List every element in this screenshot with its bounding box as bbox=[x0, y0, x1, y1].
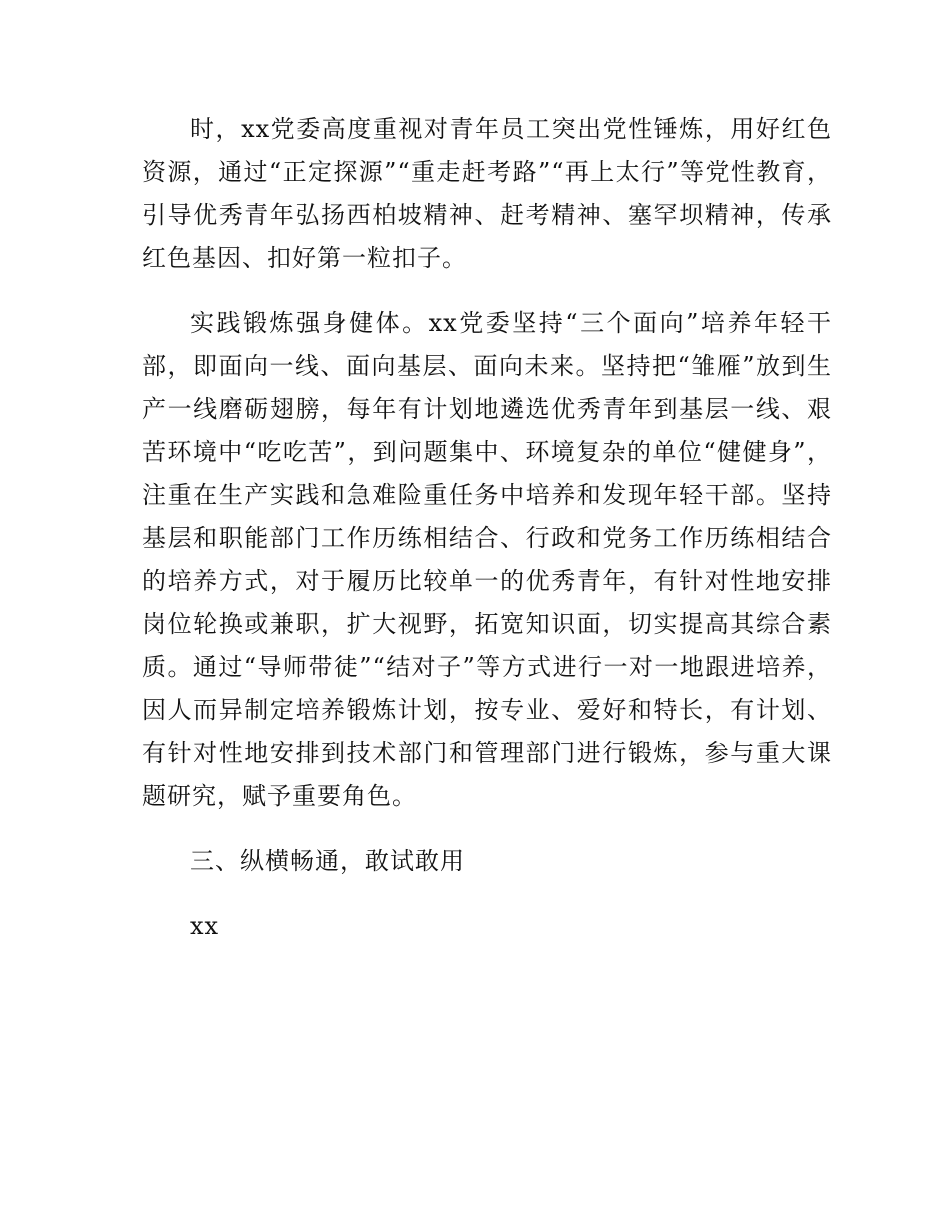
paragraph-practice-training: 实践锻炼强身健体。xx党委坚持“三个面向”培养年轻干部，即面向一线、面向基层、面向未来。坚持把“雏雁”放到生产一线磨砺翅膀，每年有计划地遴选优秀青年到基层一线、艰苦环境中“吃吃苦”，到问题集中、环境复杂的单位“健健身”，注重在生产实践和急难险重任务中培养和发现年轻干部。坚持基层和职能部门工作历练相结合、行政和党务工作历练相结合的培养方式，对于履历比较单一的优秀青年，有针对性地安排岗位轮换或兼职，扩大视野，拓宽知识面，切实提高其综合素质。通过“导师带徒”“结对子”等方式进行一对一地跟进培养，因人而异制定培养锻炼计划，按专业、爱好和特长，有计划、有针对性地安排到技术部门和管理部门进行锻炼，参与重大课题研究，赋予重要角色。 bbox=[142, 309, 832, 810]
paragraph-red-resources: 时，xx党委高度重视对青年员工突出党性锤炼，用好红色资源，通过“正定探源”“重走赶考路”“再上太行”等党性教育，引导优秀青年弘扬西柏坡精神、赶考精神、塞罕坝精神，传承红色基因、扣好第一粒扣子。 bbox=[142, 115, 832, 272]
trailing-text: xx bbox=[190, 912, 220, 940]
section-heading: 三、纵横畅通，敢试敢用 bbox=[190, 847, 465, 875]
document-body bbox=[142, 108, 832, 970]
